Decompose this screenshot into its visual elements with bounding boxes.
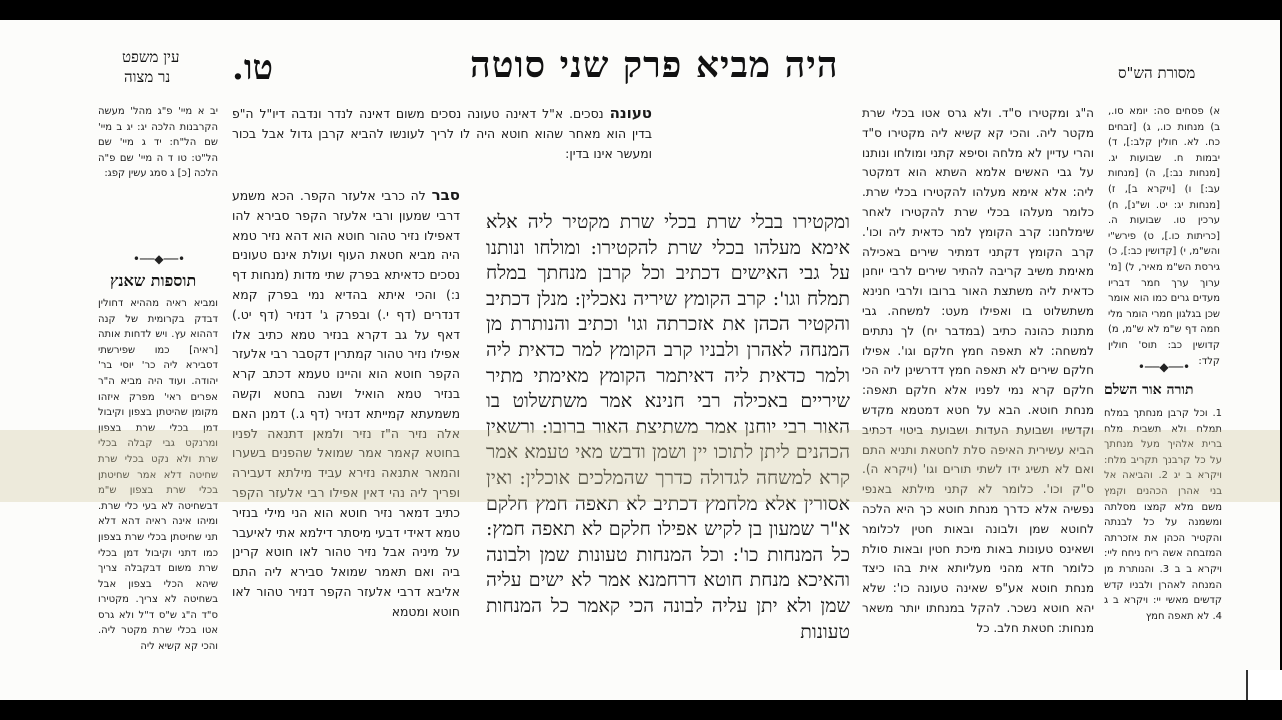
ein-mishpat-column: [98, 104, 218, 214]
folio-number: טו.: [232, 48, 274, 88]
tosafot-body: נסכים. א"ל דאינה טעונה נסכים משום דאינה לנדר ונדבה דיו"ל ה"פ בדין הוא מאחר שהוא חוטא היה לו לריך לעונשו להביא קרבן גדול אבל בכור ומעשר אינו בדין:: [232, 106, 652, 161]
ein-mishpat-label: עין משפט: [122, 48, 180, 66]
divider-ornament-right: •──◆──•: [1137, 360, 1191, 374]
divider-ornament: •──◆──•: [132, 252, 186, 266]
ner-mitzvah-label: נר מצוה: [124, 68, 171, 86]
tosafot-dibur: טעונה: [609, 104, 652, 122]
sevar-word: סבר: [431, 186, 460, 204]
masoret-hashas-text: א) פסחים סה: יומא סו., ב) מנחות כו., ג) [זבחים כח. לא. חולין קלב:], ד) יבמות ח. שבועות יג. [מנחות נב:], ה) [מנחות עב:] ו) [ויקרא ב], ז) [מנחות יג: יט. וש"נ], ח) ערכין טו. שבועות ה. [כריתות כו.], ט) פירש"י והש"מ, י) [קדושין כב:], כ) גירסת הש"מ מאיר, ל) [מ' ערוך ערך חמר דבריו מעדים גרים כמו הוא אומר שכן בגלגון חמרי הומר מלי חמה דף ש"מ לא ש"מ, מ) קדושין כב: תוס' חולין קלד:: [1108, 106, 1220, 367]
tosfot-shanz-text: ומביא ראיה מההיא דחולין דבדק בקרומית של קנה דההוא עץ. ויש לדחות אותה [ראיה] כמו שפירשתי דסבירא ליה כר' יוסי בר' יהודה. ועוד היה מביא ה"ר אפרים ראי' מפרק איזהו מקומן שהיטתן בצפון וקיבול דמן בכלי שרת בצפון ומרנקט גבי קבלה בכלי שרת ולא נקט בכלי שרת שחיטה דלא אמר שחיטתן בכלי שרת בצפון ש"מ דבשחיטה לא בעי כלי שרת. ומיהו אינה ראיה דהא דלא תני שחיטתן בכלי שרת בצפון כמו דתני וקיבול דמן בכלי שרת משום דבקבלה צריך שיהא הכלי בצפון אבל בשחיטה לא צריך. מקטירו ס"ד ה"ג ש"ס ד"ל ולא גרס אטו בכלי שרת מקטר ליה. והכי קא קשיא ליה: [98, 298, 218, 653]
highlight-band: [0, 430, 1280, 502]
tosafot-lower-text: [232, 186, 460, 622]
page-edge-marker: [1246, 670, 1282, 700]
torah-or-text: 1. וכל קרבן מנחתך במלח תמלח ולא תשבית מלח ברית אלהיך מעל מנחתך על כל קרבנך תקריב מלח: ויקרא ב יג 2. והביאה אל בני אהרן הכהנים וקמץ משם מלא קמצו מסלתה ומשמנה על כל לבנתה והקטיר הכהן את אזכרתה המזבחה אשה ריח ניחח ליי: ויקרא ב ב 3. והנותרת מן המנחה לאהרן ולבניו קדש קדשים מאשי יי: ויקרא ב ג 4. לא תאפה חמץ: [1104, 408, 1223, 622]
torah-or-title: תורה אור השלם: [1104, 382, 1194, 398]
tosafot-text: [232, 104, 652, 163]
talmud-page: [0, 20, 1280, 700]
rashi-column: [862, 104, 1094, 700]
tosafot-lower-body: לה כרבי אלעזר הקפר. הכא משמע דרבי שמעון ורבי אלעזר הקפר סבירא להו דאפילו נזיר טהור חוטא הוא דהא נזיר טמא היה מביא חטאת העוף ועולת אינם טעונים נסכים כדאיתא בפרק שתי מדות (מנחות דף נ:) והכי איתא בהדיא נמי בפרק קמא דנדרים (דף י.) ובפרק ג' דנזיר (דף יט.) דאף על גב דקרא בנזיר טמא כתיב אלו אפילו נזיר טהור קמתרין דקסבר רבי אלעזר הקפר חוטא הוא והיינו טעמא דכתב קרא בנזיר טמא הואיל ושנה בחטא וקשה משמעתא קמייתא דנזיר (דף ג.) דמנן האם אלה נזיר ה"ז נזיר ולמאן דתנאה לפניו בחוטא קאמר אמר שמואל שהפנים בשערו והמאר אתנאה נזירא עביד מילתא דעבירה ופריך ליה נהי דאין אפילו רבי אלעזר הקפר כתיב דמאר נזיר חוטא הוא הני מילי בנזיר טמא דאידי דבעי מיסתר דילמא אתי לאיעבר על מיניה אבל נזיר טהור לאו חוטא קרינן ביה ואם תאמר שמואל סבירא ליה התם אליבא דרבי אלעזר הקפר דנזיר טהור לאו חוטא ומטמא: [232, 188, 460, 619]
gemara-text: ומקטירו בבלי שרת בכלי שרת מקטיר ליה אלא אימא מעלהו בכלי שרת להקטירו: ומולחו ונותנו על גבי האישים דכתיב וכל קרבן מנחתך במלח תמלח וגו': קרב הקומץ שיריה נאכלין: מנלן דכתיב והקטיר הכהן את אזכרתה וגו' וכתיב והנותרת מן המנחה לאהרן ולבניו קרב הקומץ למר כדאית ליה ולמר כדאית ליה דאיתמר הקומץ מאימתי מתיר שיריים באכילה רבי חנינא אמר משתשלוט בו האור רבי יוחנן אמר משתיצת האור ברובו: ורשאין הכהנים ליתן לתוכו יין ושמן ודבש מאי טעמא אמר קרא למשחה לגדולה כדרך שהמלכים אוכלין: ואין אסורין אלא מלחמץ דכתיב לא תאפה חמץ חלקם א"ר שמעון בן לקיש אפילו חלקם לא תאפה חמץ: כל המנחות כו': וכל המנחות טעונות שמן ולבונה והאיכא מנחת חוטא דרחמנא אמר לא ישים עליה שמן ולא יתן עליה לבונה הכי קאמר כל המנחות טעונות: [486, 211, 850, 643]
ein-mishpat-text: יב א מיי' פ"ג מהל' מעשה הקרבנות הלכה יג: יג ב מיי' שם הל"ח: יד ג מיי' שם הל"ט: טו ד ה מיי' שם פ"ה הלכה [כ] ג סמג עשין קפג:: [98, 106, 218, 180]
rashi-text: ה"ג ומקטירו ס"ד. ולא גרס אטו בכלי שרת מקטר ליה. והכי קא קשיא ליה מקטירו ס"ד והרי עדיין לא מלחה וסיפא קתני ומולחו ונותנו על גבי האשים אלמא השתא הוא דמקטר ליה: אלא אימא מעלהו להקטירו בכלי שרת. כלומר מעלהו בכלי שרת להקטירו לאחר שימלחנו: קרב הקומץ למר כדאית ליה וכו'. קרב הקומץ דקתני דמתיר שירים באכילה מאימת משיב קריבה להתיר שירים לרבי יוחנן כדאית ליה משתצת האור ברובו ולרבי חנינא משתשלוט בו ואפילו מעט: למשחה. גבי מתנות כהונה כתיב (במדבר יח) לך נתתים למשחה: לא תאפה חמץ חלקם וגו'. אפילו חלקם שירים לא תאפה חמץ דדרשינן ליה הכי חלקם קרא נמי לפניו אלא חלקם תאפה: מנחת חוטא. הבא על חטא דמטמא מקדש וקדשיו ושבועת העדות ושבועת ביטוי דכתיב הביא עשירית האיפה סלת לחטאת ותניא התם ואם לא תשיג ידו לשתי תורים וגו' (ויקרא ה). ס"ק וכו'. כלומר לא קתני מילתא באנפי נפשיה אלא כדרך מנחת חוטא כך היא הלכה לחוטא שמן ולבונה ובאות חטין לכלומר ושאינס טעונות באות מיכת חטין ובאות סולת כלומר חדא מהני מעליותא אית בהו כיצד מנחת חוטא אע"פ שאינה טעונה כו': שלא יהא חוטא נשכר. להקל במנחתו יותר משאר מנחות: חטאת חלב. כל: [862, 106, 1094, 635]
tosfot-shanz-title: תוספות שאנץ: [110, 271, 197, 290]
bottom-letterbox: [0, 700, 1280, 720]
masoret-hashas-label: מסורת הש"ס: [1118, 64, 1196, 82]
page-title: היה מביא פרק שני סוטה: [470, 44, 839, 86]
masoret-hashas-column: [1108, 104, 1220, 367]
